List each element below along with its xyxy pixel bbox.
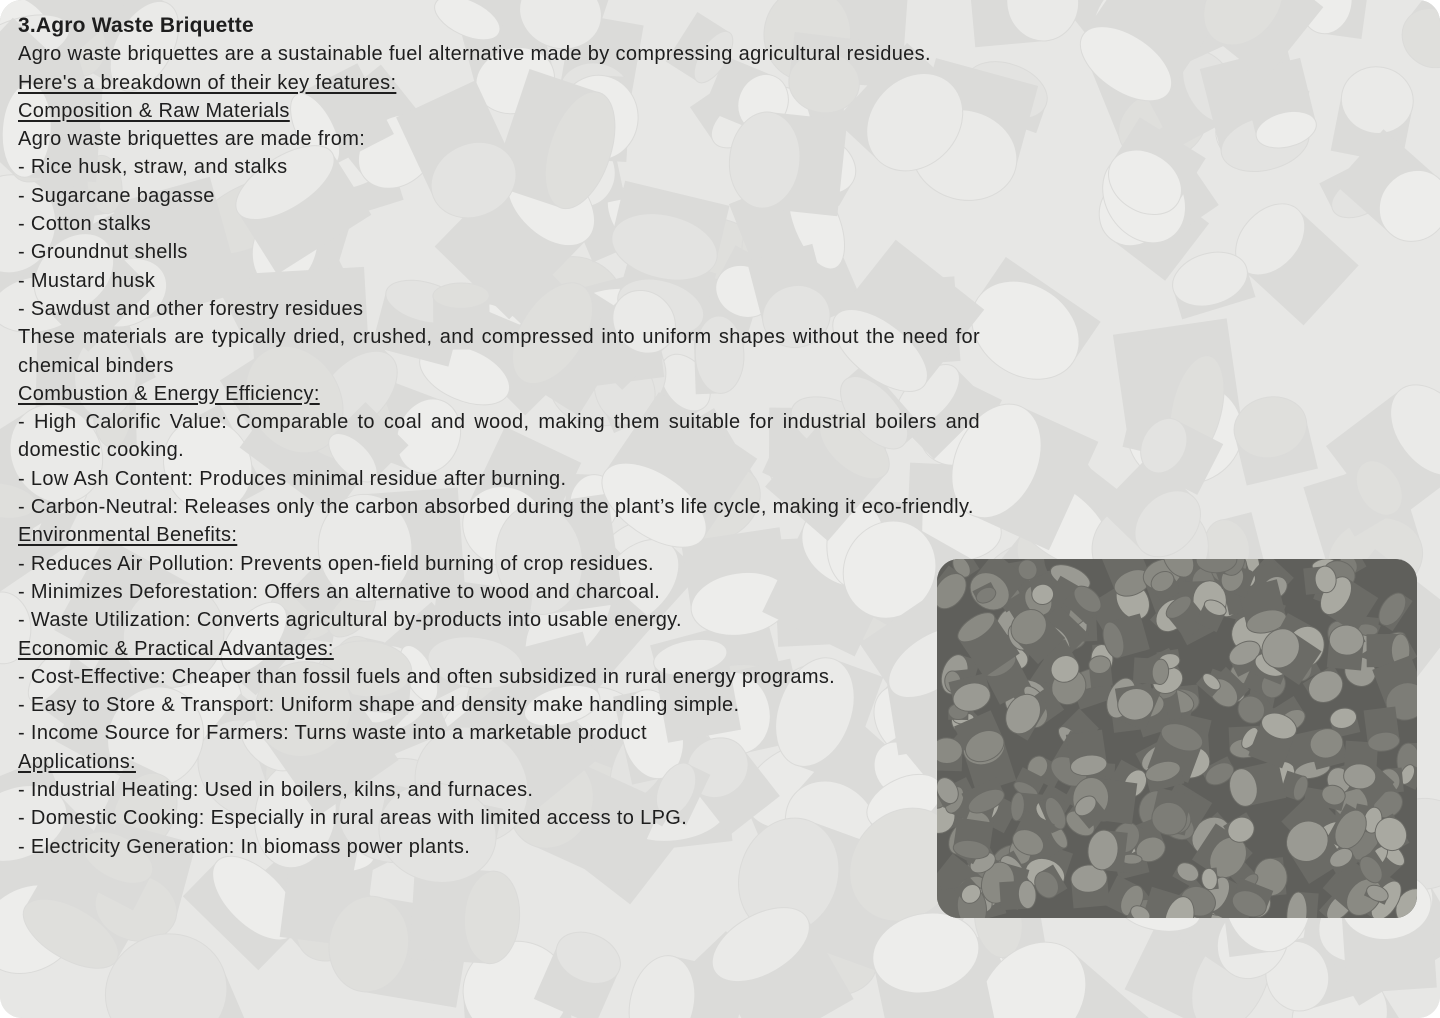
list-item: - Sawdust and other forestry residues: [18, 297, 364, 320]
composition-note: These materials are typically dried, crushed, and compressed into uniform shapes without the need for chemical binders: [18, 326, 980, 377]
article-text: [18, 12, 980, 861]
list-item: - Industrial Heating: Used in boilers, kilns, and furnaces.: [18, 779, 534, 802]
composition-lead: Agro waste briquettes are made from:: [18, 128, 366, 151]
list-item: - Cotton stalks: [18, 213, 152, 236]
composition-heading: Composition & Raw Materials: [18, 99, 290, 122]
economic-heading: Economic & Practical Advantages:: [18, 637, 334, 660]
list-item: - Domestic Cooking: Especially in rural areas with limited access to LPG.: [18, 807, 688, 830]
list-item: - Sugarcane bagasse: [18, 184, 215, 207]
breakdown-heading: Here's a breakdown of their key features:: [18, 71, 397, 94]
list-item: - Income Source for Farmers: Turns waste into a marketable product: [18, 722, 647, 745]
list-item: - Cost-Effective: Cheaper than fossil fuels and often subsidized in rural energy programs.: [18, 665, 836, 688]
list-item: - Groundnut shells: [18, 241, 188, 264]
combustion-heading: Combustion & Energy Efficiency:: [18, 382, 320, 405]
list-item: - Carbon-Neutral: Releases only the carbon absorbed during the plant’s life cycle, making it eco-friendly.: [18, 496, 974, 519]
intro-text: Agro waste briquettes are a sustainable fuel alternative made by compressing agricultural residues.: [18, 43, 931, 66]
list-item: - Electricity Generation: In biomass power plants.: [18, 835, 471, 858]
list-item: - Mustard husk: [18, 269, 156, 292]
list-item: - Waste Utilization: Converts agricultural by-products into usable energy.: [18, 609, 682, 632]
list-item: - High Calorific Value: Comparable to coal and wood, making them suitable for industrial boilers and domestic cooking.: [18, 411, 980, 462]
list-item: - Rice husk, straw, and stalks: [18, 156, 288, 179]
briquette-photo: [937, 559, 1417, 918]
list-item: - Reduces Air Pollution: Prevents open-field burning of crop residues.: [18, 552, 654, 575]
applications-heading: Applications:: [18, 750, 136, 773]
list-item: - Easy to Store & Transport: Uniform shape and density make handling simple.: [18, 694, 740, 717]
list-item: - Low Ash Content: Produces minimal residue after burning.: [18, 467, 567, 490]
environment-heading: Environmental Benefits:: [18, 524, 238, 547]
list-item: - Minimizes Deforestation: Offers an alternative to wood and charcoal.: [18, 580, 661, 603]
page-title: 3.Agro Waste Briquette: [18, 14, 254, 37]
